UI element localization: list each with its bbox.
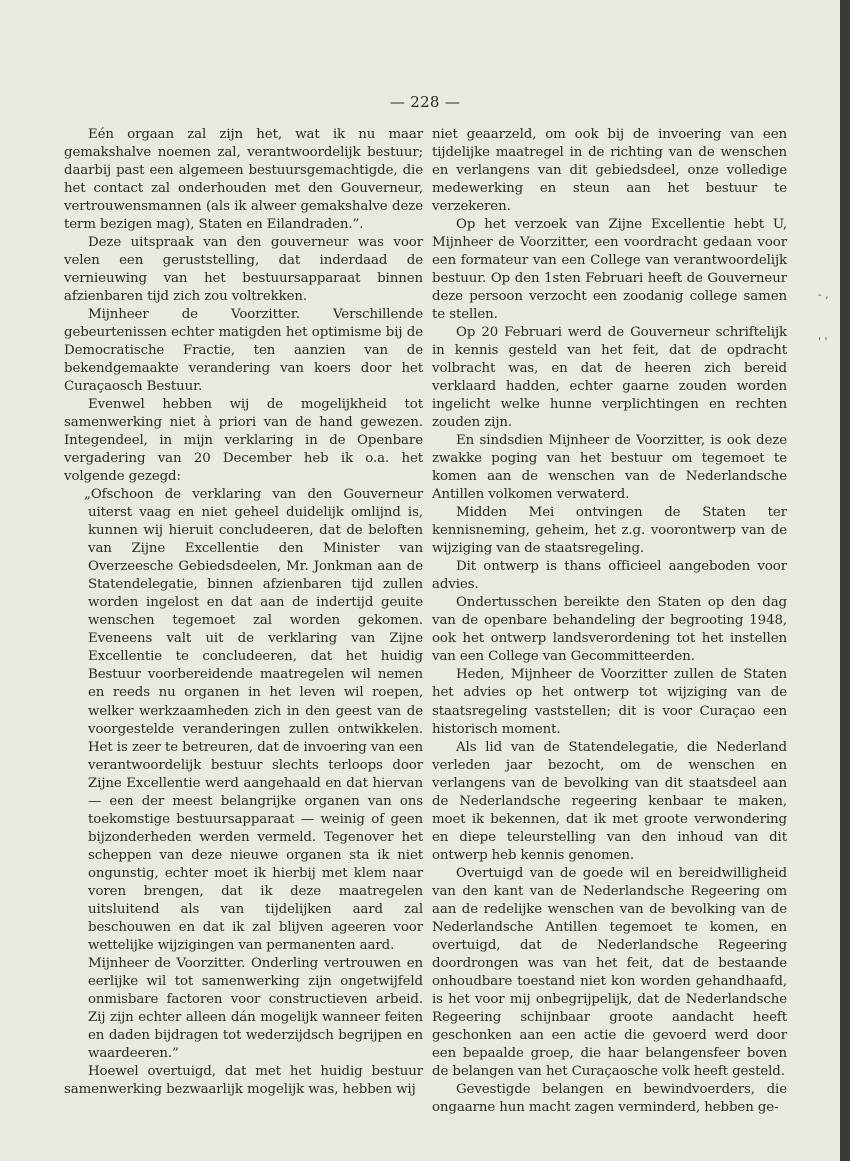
paragraph: Mijnheer de Voorzitter. Onderling vertrouwen en eerlijke wil tot samenwerking zijn ongetwijfeld onmisbare factoren voor constructieven arbeid. Zij zijn echter alleen dán mogelijk wanneer feiten en daden bijdragen tot wederzijdsch begrijpen en waardeeren.”: [88, 955, 423, 1061]
paragraph: Als lid van de Statendelegatie, die Nederland verleden jaar bezocht, om de wenschen en verlangens van de bevolking van dit staatsdeel aan de Nederlandsche regeering kenbaar te maken, moet ik bekennen, dat ik met groote verwondering en diepe teleurstelling van den inhoud van dit ontwerp heb kennis genomen.: [432, 739, 787, 863]
margin-mark: ' ': [818, 335, 828, 348]
paragraph: Mijnheer de Voorzitter. Verschillende gebeurtenissen echter matigden het optimisme bij de Democratische Fractie, ten aanzien van de bekendgemaakte verandering van koers door het Curaçaosch Bestuur.: [64, 307, 423, 395]
paragraph: Evenwel hebben wij de mogelijkheid tot samenwerking niet à priori van de hand gewezen. Integendeel, in mijn verklaring in de Openbare vergadering van 20 December heb ik o.a. het volgende gezegd:: [64, 397, 423, 485]
paragraph: Ondertusschen bereikte den Staten op den dag van de openbare behandeling der begrooting 1948, ook het ontwerp landsverordening tot het instellen van een College van Gecommitteerden.: [432, 595, 787, 665]
left-column: [64, 126, 423, 1099]
margin-mark: - ,: [818, 288, 829, 301]
paragraph: Overtuigd van de goede wil en bereidwilligheid van den kant van de Nederlandsche Regeering om aan de redelijke wenschen van de bevolking van de Nederlandsche Antillen tegemoet te komen, en overtuigd, dat de Nederlandsche Regeering doordrongen was van het feit, dat de bestaande onhoudbare toestand niet kon worden gehandhaafd, is het voor mij onbegrijpelijk, dat de Nederlandsche Regeering schijnbaar groote aandacht heeft geschonken aan een actie die gevoerd werd door een bepaalde groep, die haar belangensfeer boven de belangen van het Curaçaosche volk heeft gesteld.: [432, 865, 787, 1079]
paragraph: „Ofschoon de verklaring van den Gouverneur uiterst vaag en niet geheel duidelijk omlijnd is, kunnen wij hieruit concludeeren, dat de beloften van Zijne Excellentie den Minister van Overzeesche Gebiedsdeelen, Mr. Jonkman aan de Statendelegatie, binnen afzienbaren tijd zullen worden ingelost en dat aan de indertijd geuite wenschen tegemoet zal worden gekomen. Eveneens valt uit de verklaring van Zijne Excellentie te concludeeren, dat het huidig Bestuur voorbereidende maatregelen wil nemen en reeds nu organen in het leven wil roepen, welker werkzaamheden zich in den geest van de voorgestelde veranderingen zullen ontwikkelen. Het is zeer te betreuren, dat de invoering van een verantwoordelijk bestuur slechts terloops door Zijne Excellentie werd aangehaald en dat hiervan — een der meest belangrijke organen van ons toekomstige bestuursapparaat — weinig of geen bijzonderheden werden vermeld. Tegenover het scheppen van deze nieuwe organen sta ik niet ongunstig, echter moet ik hierbij met klem naar voren brengen, dat ik deze maatregelen uitsluitend als van tijdelijken aard zal beschouwen en dat ik zal blijven ageeren voor wettelijke wijzigingen van permanenten aard.: [84, 487, 423, 953]
paragraph: Op 20 Februari werd de Gouverneur schriftelijk in kennis gesteld van het feit, dat de opdracht volbracht was, en dat de heeren zich bereid verklaard hadden, echter gaarne zouden worden ingelicht welke hunne verplichtingen en rechten zouden zijn.: [432, 325, 787, 431]
paragraph: Midden Mei ontvingen de Staten ter kennisneming, geheim, het z.g. voorontwerp van de wijziging van de staatsregeling.: [432, 505, 787, 557]
paragraph: Eén orgaan zal zijn het, wat ik nu maar gemakshalve noemen zal, verantwoordelijk bestuur; daarbij past een algemeen bestuursgemachtigde, die het contact zal onderhouden met den Gouverneur, vertrouwensmannen (als ik alweer gemakshalve deze term bezigen mag), Staten en Eilandraden.”.: [64, 127, 423, 233]
paragraph: Gevestigde belangen en bewindvoerders, die ongaarne hun macht zagen verminderd, hebben ge-: [432, 1081, 787, 1115]
paragraph: Heden, Mijnheer de Voorzitter zullen de Staten het advies op het ontwerp tot wijziging van de staatsregeling vaststellen; dit is voor Curaçao een historisch moment.: [432, 667, 787, 737]
paragraph: Op het verzoek van Zijne Excellentie hebt U, Mijnheer de Voorzitter, een voordracht gedaan voor een formateur van een College van verantwoordelijk bestuur. Op den 1sten Februari heeft de Gouverneur deze persoon verzocht een zoodanig college samen te stellen.: [432, 217, 787, 323]
paragraph: niet geaarzeld, om ook bij de invoering van een tijdelijke maatregel in de richting van de wenschen en verlangens van dit gebiedsdeel, onze volledige medewerking en steun aan het bestuur te verzekeren.: [432, 127, 787, 215]
right-column: [432, 126, 787, 1117]
page-number: — 228 —: [389, 93, 461, 111]
paragraph: Dit ontwerp is thans officieel aangeboden voor advies.: [432, 559, 787, 593]
paragraph: En sindsdien Mijnheer de Voorzitter, is ook deze zwakke poging van het bestuur om tegemoet te komen aan de wenschen van de Nederlandsche Antillen volkomen verwaterd.: [432, 433, 787, 503]
paragraph: Hoewel overtuigd, dat met het huidig bestuur samenwerking bezwaarlijk mogelijk was, hebben wij: [64, 1063, 423, 1097]
paragraph: Deze uitspraak van den gouverneur was voor velen een geruststelling, dat inderdaad de vernieuwing van het bestuursapparaat binnen afzienbaren tijd zich zou voltrekken.: [64, 235, 423, 305]
